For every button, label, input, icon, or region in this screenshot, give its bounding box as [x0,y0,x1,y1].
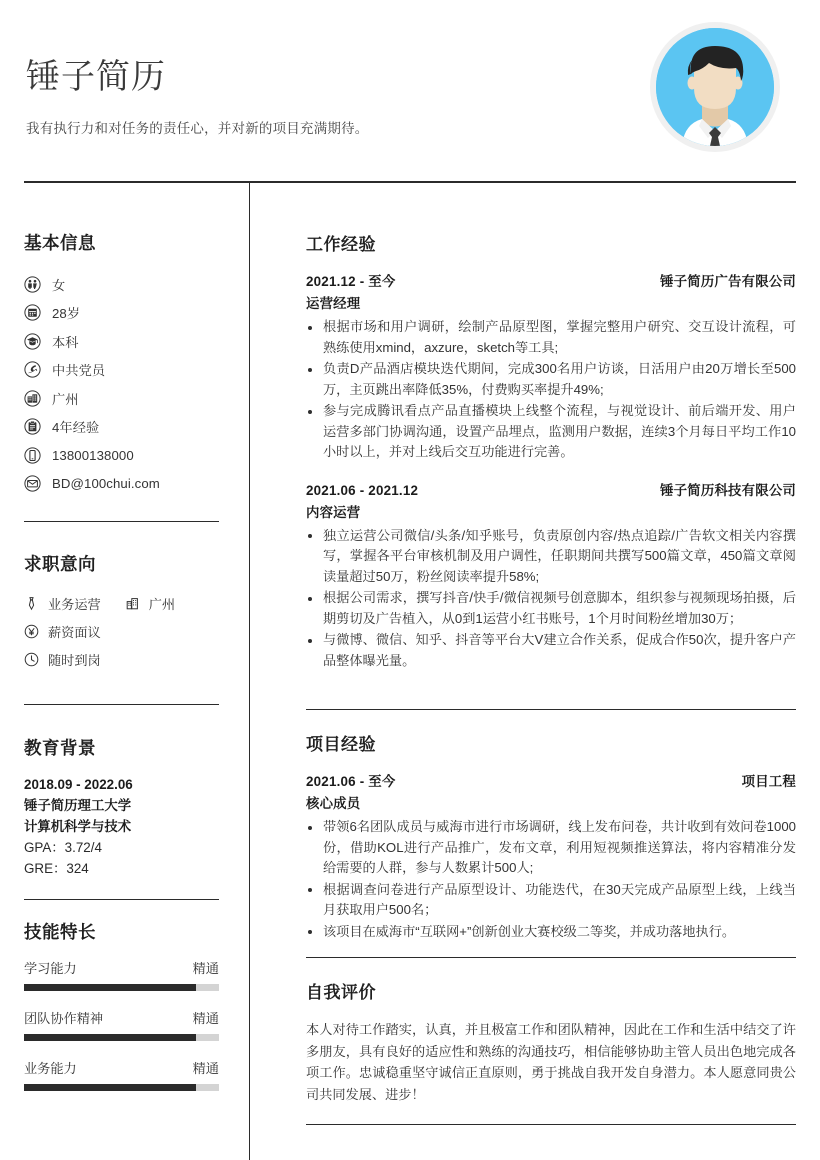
work-role: 内容运营 [306,504,361,520]
work-bullets [306,317,796,463]
sidebar-divider-2 [24,704,219,705]
main-divider-2 [306,957,796,958]
info-value: 中共党员 [52,363,106,379]
section-self-evaluation [306,978,796,1105]
job-intention-city [125,594,175,613]
bullet-item: 独立运营公司微信/头条/知乎账号，负责原创内容/热点追踪/广告软文相关内容撰写，掌握各平台审核机制及用户调性，任职期间共撰写500篇文章，450篇文章阅读量超过50万，粉丝阅读率提升58%; [306,526,796,588]
section-title-education: 教育背景 [24,738,96,758]
work-company: 锤子简历广告有限公司 [660,274,796,289]
sidebar [0,182,249,1160]
skill-level: 精通 [192,1011,219,1026]
section-work-experience [306,230,796,672]
job-intention-position [24,594,101,613]
section-title-skills: 技能特长 [24,922,96,942]
work-role: 运营经理 [306,296,361,311]
skill-name: 团队协作精神 [24,1011,104,1026]
education-gre: GRE：324 [24,861,89,876]
project-entry [306,771,796,942]
resume-body [0,182,820,1160]
section-job-intention [24,551,219,673]
skill-level: 精通 [192,1061,219,1076]
section-education [24,735,219,879]
project-role: 核心成员 [306,796,361,811]
section-title-project-experience: 项目经验 [306,735,376,754]
sidebar-divider-3 [24,899,219,900]
education-entry [24,774,219,879]
skill-item [24,958,219,991]
education-major: 计算机科学与技术 [24,819,132,834]
job-intention-value: 薪资面议 [48,624,101,640]
section-project-experience [306,730,796,943]
party-icon [24,361,41,378]
work-date: 2021.06 - 2021.12 [306,482,419,498]
info-value: 本科 [52,334,79,350]
info-value: BD@100chui.com [52,476,160,492]
info-row-gender [24,270,219,299]
job-intention-value: 广州 [148,596,176,612]
skill-progress-fill [24,1034,196,1041]
skill-progress-track [24,984,219,991]
resume-header [0,0,820,182]
info-row-email [24,470,219,499]
skill-progress-track [24,1034,219,1041]
skill-item [24,1058,219,1091]
job-intention-salary [24,622,101,641]
skill-level: 精通 [192,961,219,976]
skill-progress-fill [24,984,196,991]
job-intention-value: 业务运营 [48,596,101,612]
job-intention-value: 随时到岗 [48,652,101,668]
envelope-icon [24,475,41,492]
job-intention-list [24,589,219,673]
project-bullets [306,817,796,942]
info-row-education [24,327,219,356]
main-divider-1 [306,709,796,710]
graduation-icon [24,333,41,350]
bullet-item: 负责D产品酒店模块迭代期间，完成300名用户访谈，日活用户由20万增长至500万，主页跳出率降低35%，付费购买率提升49%; [306,359,796,400]
job-intention-row [24,617,219,645]
info-row-age [24,299,219,328]
section-title-basic-info: 基本信息 [24,233,96,253]
info-value: 女 [52,277,66,293]
bullet-item: 与微博、微信、知乎、抖音等平台大V建立合作关系，促成合作50次，提升客户产品整体曝光量。 [306,630,796,671]
info-row-political-status [24,356,219,385]
sidebar-divider-1 [24,521,219,522]
yuan-icon [24,624,39,639]
skills-list [24,958,219,1091]
clock-icon [24,652,39,667]
work-entry [306,271,796,463]
work-bullets [306,526,796,672]
header-tagline: 我有执行力和对任务的责任心，并对新的项目充满期待。 [26,121,369,136]
job-intention-row [24,645,219,673]
skill-progress-track [24,1084,219,1091]
project-date: 2021.06 - 至今 [306,774,396,789]
education-gpa: GPA：3.72/4 [24,840,102,855]
work-entry [306,480,796,672]
page-title: 锤子简历 [26,58,166,96]
work-date: 2021.12 - 至今 [306,274,396,289]
avatar [650,22,780,152]
building-icon [24,390,41,407]
self-evaluation-text: 本人对待工作踏实，认真，并且极富工作和团队精神，因此在工作和生活中结交了许多朋友，具有良好的适应性和熟练的沟通技巧，相信能够协助主管人员出色地完成各项工作。忠诚稳重坚守诚信正直原则，勇于挑战自我开发自身潜力。本人愿意同贵公司共同发展、进步！ [306,1022,796,1102]
bullet-item: 根据调查问卷进行产品原型设计、功能迭代，在30天完成产品原型上线，上线当月获取用户500名； [306,880,796,921]
project-name: 项目工程 [741,774,796,789]
job-intention-availability [24,650,101,669]
info-value: 广州 [52,391,79,407]
section-basic-info [24,230,219,498]
section-title-job-intention: 求职意向 [24,554,96,574]
tie-icon [24,596,39,611]
work-company: 锤子简历科技有限公司 [660,482,796,498]
calendar-icon [24,304,41,321]
job-intention-row [24,589,219,617]
skill-progress-fill [24,1084,196,1091]
gender-icon [24,276,41,293]
phone-icon [24,447,41,464]
skill-item [24,1008,219,1041]
bullet-item: 带领6名团队成员与威海市进行市场调研，线上发布问卷，共计收到有效问卷1000份，借助KOL进行产品推广，发布文章，利用短视频推送算法，将内容精准分发给需要的人群，参与人数累计500人; [306,817,796,879]
bullet-item: 参与完成腾讯看点产品直播模块上线整个流程，与视觉设计、前后端开发、用户运营多部门协调沟通，设置产品埋点，监测用户数据，连续3个月每日平均工作10小时以上，并对上线后交互功能进行完善。 [306,401,796,463]
main-divider-3 [306,1124,796,1125]
person-avatar-icon [656,28,774,146]
clipboard-icon [24,418,41,435]
info-row-city [24,384,219,413]
city-building-icon [125,596,140,611]
basic-info-list [24,270,219,498]
info-row-experience [24,413,219,442]
skill-name: 学习能力 [24,961,77,976]
bullet-item: 该项目在威海市“互联网+”创新创业大赛校级二等奖，并成功落地执行。 [306,922,796,943]
info-value: 28岁 [52,306,81,322]
bullet-item: 根据公司需求，撰写抖音/快手/微信视频号创意脚本，组织参与视频现场拍摄，后期剪切及广告植入，从0到1运营小红书账号，1个月时间粉丝增加30万； [306,588,796,629]
info-row-phone [24,441,219,470]
section-title-work-experience: 工作经验 [306,235,376,254]
skill-name: 业务能力 [24,1061,77,1076]
education-school: 锤子简历理工大学 [24,798,132,813]
bullet-item: 根据市场和用户调研，绘制产品原型图，掌握完整用户研究、交互设计流程，可熟练使用xmind，axzure，sketch等工具; [306,317,796,358]
section-title-self-evaluation: 自我评价 [306,983,376,1002]
section-skills [24,919,219,1108]
avatar-image [656,28,774,146]
education-date: 2018.09 - 2022.06 [24,777,133,792]
info-value: 13800138000 [52,447,134,463]
info-value: 4年经验 [52,420,100,436]
